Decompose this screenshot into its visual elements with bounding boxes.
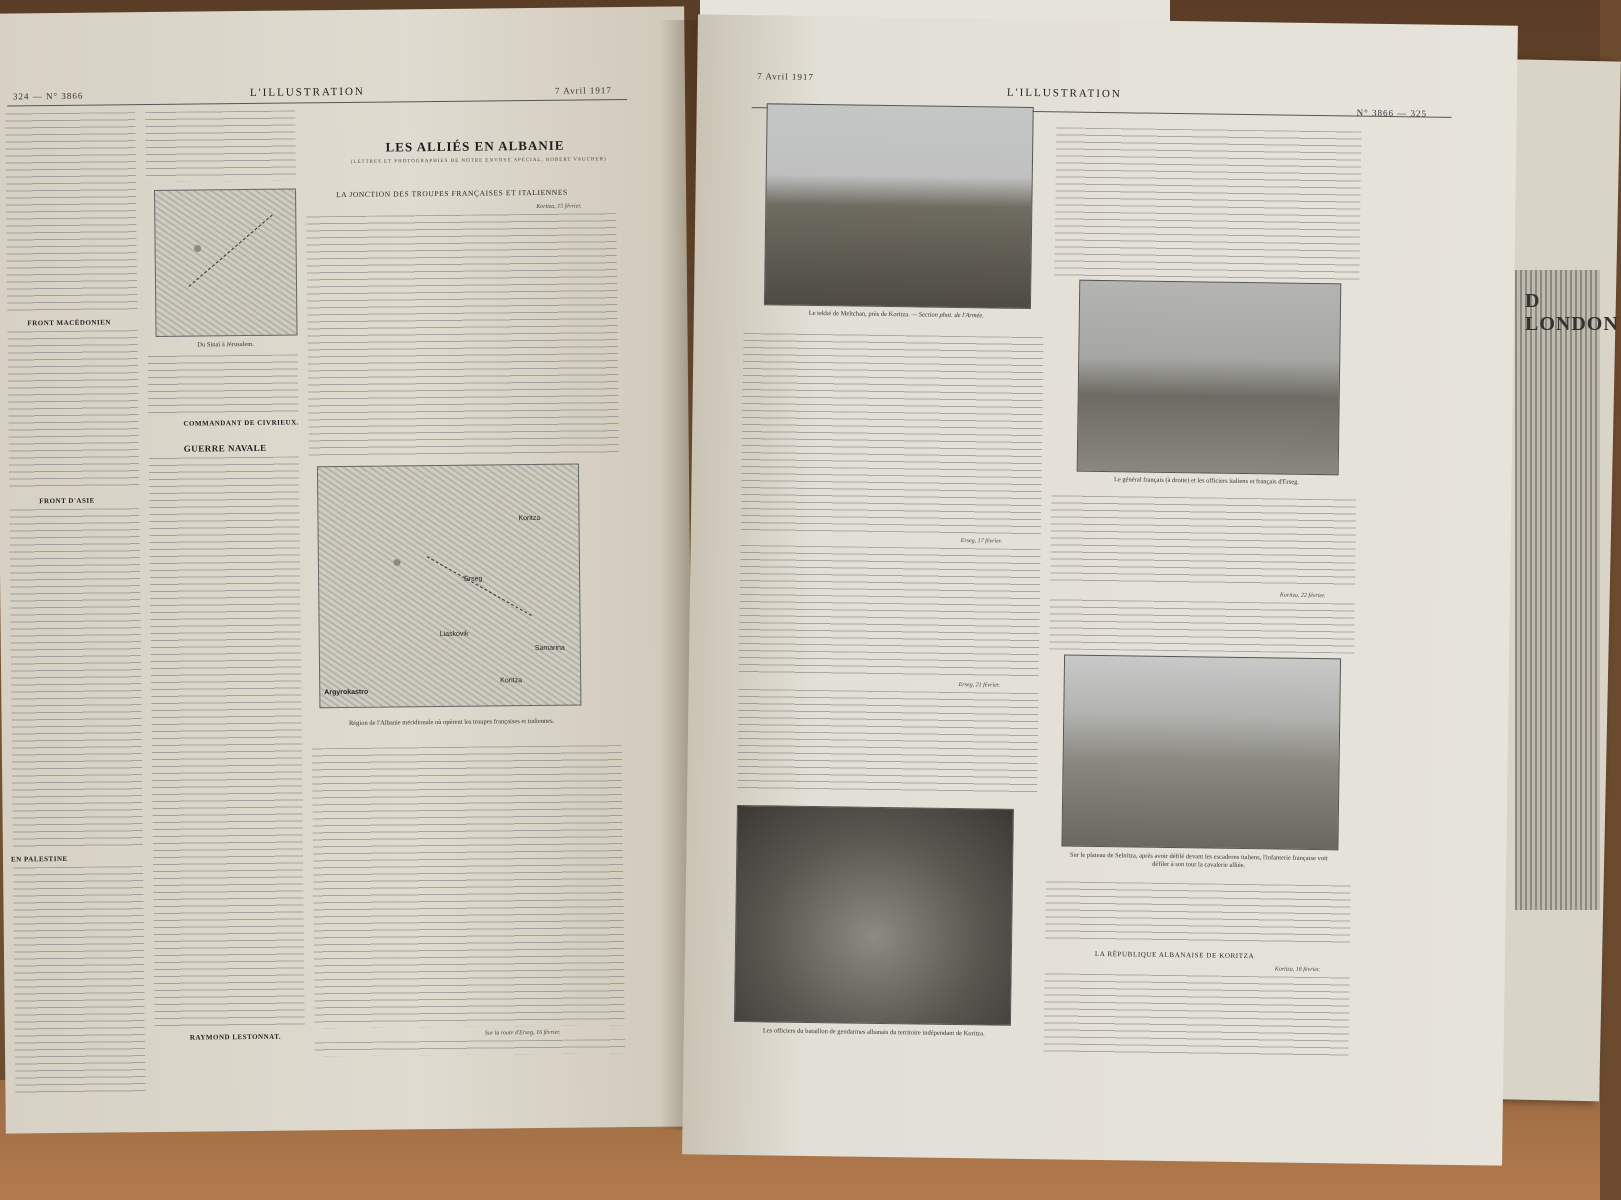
map-route-line (427, 556, 532, 616)
signature-lestonnat: RAYMOND LESTONNAT. (189, 1032, 282, 1042)
engraving-illustration (1515, 270, 1600, 910)
dateline-koritza: Koritza, 22 février. (1279, 592, 1326, 600)
heading-front-asie: FRONT D'ASIE (39, 496, 95, 506)
map-label-koritza-bottom: Koritza (500, 677, 523, 685)
left-page-number: 324 — N° 3866 (12, 90, 84, 102)
left-col2-text-a (145, 110, 296, 182)
right-col1-text-c (737, 689, 1038, 793)
left-col2-text-c (149, 456, 305, 1028)
left-col2-text-b (148, 354, 299, 416)
photo-tekke-meltchan (764, 103, 1034, 309)
dateline-koritza-2: Koritza, 16 février. (1274, 966, 1321, 974)
left-col1-text-d (13, 866, 145, 1097)
heading-republique-albanaise: LA RÉPUBLIQUE ALBANAISE DE KORITZA (1094, 949, 1255, 961)
right-col2-text-a (1054, 127, 1361, 281)
right-masthead: L'ILLUSTRATION (1006, 86, 1122, 101)
article-title: LES ALLIÉS EN ALBANIE (385, 137, 565, 155)
right-date: 7 Avril 1917 (757, 71, 815, 82)
right-page-number: N° 3866 — 325 (1356, 107, 1428, 119)
engraving-title: D LONDON (1525, 290, 1619, 335)
dateline-erseg-2: Erseg, 21 février. (958, 682, 1001, 689)
left-masthead: L'ILLUSTRATION (249, 85, 365, 99)
caption-tekke (764, 309, 1029, 321)
dateline-route-erseg: Sur la route d'Erseg, 16 février. (484, 1029, 561, 1037)
signature-commandant: COMMANDANT DE CIVRIEUX. (183, 418, 299, 428)
map-label-argyrokastro: Argyrokastro (324, 688, 369, 697)
article-byline: (LETTRES ET PHOTOGRAPHIES DE NOTRE ENVOYÉ SPÉCIAL, ROBERT VAUCHER) (350, 157, 607, 165)
right-col1-text-b (739, 545, 1041, 679)
right-col2-text-d (1045, 881, 1351, 945)
sinai-map (154, 188, 298, 336)
heading-front-macedonien: FRONT MACÉDONIEN (27, 318, 111, 328)
dateline-erseg-1: Erseg, 17 février. (960, 538, 1003, 545)
left-col1-text-c (9, 508, 143, 849)
map-railway-line (189, 215, 273, 287)
right-col2-text-b (1050, 495, 1356, 589)
photo-general-officers (1077, 280, 1342, 476)
left-col1-text-b (7, 330, 139, 491)
article-text-end (315, 1039, 625, 1056)
photo-officers-gendarmes (734, 805, 1014, 1026)
left-date: 7 Avril 1917 (554, 85, 612, 96)
article-text-bottom (312, 745, 625, 1028)
caption-officers: Les officiers du bataillon de gendarmes albanais du territoire indépendant de Koritza. (762, 1027, 985, 1038)
right-col2-text-c (1049, 599, 1355, 653)
article-subtitle: LA JONCTION DES TROUPES FRANÇAISES ET ITALIENNES (336, 187, 568, 200)
right-col2-text-e (1044, 973, 1350, 1057)
heading-en-palestine: EN PALESTINE (10, 854, 68, 864)
caption-plateau: Sur le plateau de Selnitza, après avoir défilé devant les escadrons italiens, l'infanterie française voit défiler à son tour la cavalerie alliée. (1069, 851, 1328, 870)
caption-tekke-text: Le tekké de Meltchan, près de Koritza. (808, 309, 910, 319)
article-text-top (306, 213, 618, 456)
sinai-map-caption: Du Sinaï à Jérusalem. (197, 340, 255, 349)
albania-map-caption: Région de l'Albanie méridionale où opèrent les troupes françaises et italiennes. (348, 717, 555, 727)
map-label-samarina: Samarina (534, 644, 565, 653)
albania-map (317, 464, 582, 709)
heading-guerre-navale: GUERRE NAVALE (183, 442, 267, 454)
left-col1-text-a (5, 112, 137, 313)
caption-generals: Le général français (à droite) et les officiers italiens et français d'Erseg. (1113, 476, 1300, 486)
right-page (682, 14, 1518, 1165)
map-label-koritza-top: Koritza (518, 514, 541, 523)
left-head-rule (7, 99, 627, 106)
caption-tekke-credit: — Section phot. de l'Armée. (911, 311, 984, 320)
map-label-erseg: Erseg (464, 575, 483, 583)
map-label-liaskovik: Liaskovik (439, 630, 469, 639)
dateline-koritza: Koritza, 15 février. (536, 203, 582, 210)
photo-plateau-selnitza (1061, 655, 1341, 851)
right-col1-text-a (741, 333, 1044, 537)
left-page (0, 6, 696, 1133)
